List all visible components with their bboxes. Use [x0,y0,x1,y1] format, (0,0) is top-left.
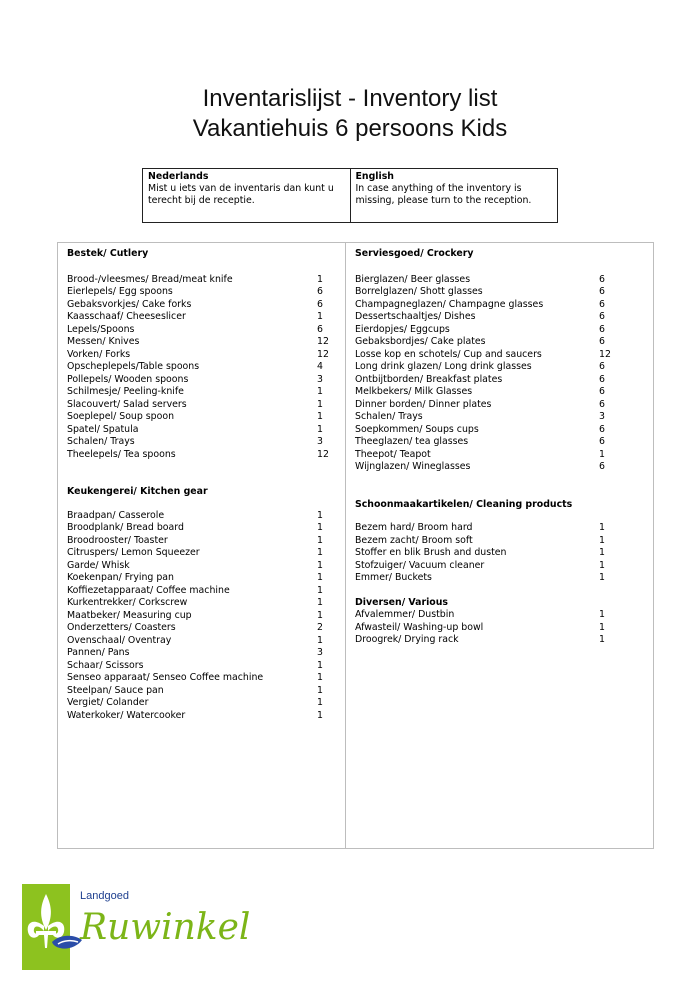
item-quantity: 6 [599,373,605,385]
inventory-item [355,535,653,548]
item-name: Schalen/ Trays [355,411,423,422]
inventory-item [67,349,345,362]
section-title-various: Diversen/ Various [355,596,448,608]
item-quantity: 1 [317,411,323,422]
notice-box [142,168,558,223]
item-name: Soeplepel/ Soup spoon [67,411,175,422]
inventory-item [67,324,345,337]
item-name: Vergiet/ Colander [67,697,149,708]
item-quantity: 6 [317,323,323,335]
item-name: Borrelglazen/ Shott glasses [355,286,483,297]
cutlery-list [67,274,345,462]
kitchen-gear-list [67,510,345,723]
item-name: Broodplank/ Bread board [67,522,184,533]
inventory-item [67,672,345,685]
item-quantity: 1 [317,634,323,646]
inventory-item [67,299,345,312]
item-name: Bezem hard/ Broom hard [355,522,473,533]
page-title [0,84,700,144]
inventory-item [355,461,653,474]
item-name: Gebaksbordjes/ Cake plates [355,336,486,347]
inventory-table [57,242,654,849]
item-name: Garde/ Whisk [67,559,130,571]
item-name: Pannen/ Pans [67,647,130,658]
inventory-item [355,436,653,449]
inventory-item [67,585,345,598]
inventory-item [355,522,653,535]
item-quantity: 12 [317,348,329,360]
item-name: Spatel/ Spatula [67,423,139,435]
inventory-item [67,424,345,437]
inventory-item [355,324,653,337]
item-quantity: 12 [317,336,329,347]
item-quantity: 1 [599,448,605,460]
item-name: Waterkoker/ Watercooker [67,709,186,721]
item-quantity: 1 [317,597,323,608]
item-name: Gebaksvorkjes/ Cake forks [67,298,192,310]
item-name: Eierdopjes/ Eggcups [355,323,450,335]
inventory-item [67,336,345,349]
notice-dutch [143,169,350,222]
inventory-item [355,361,653,374]
section-title-crockery: Serviesgoed/ Crockery [355,248,474,259]
item-name: Losse kop en schotels/ Cup and saucers [355,348,542,360]
inventory-item [355,449,653,462]
inventory-item [355,411,653,424]
inventory-item [67,622,345,635]
item-quantity: 1 [599,559,605,571]
item-quantity: 6 [599,336,605,347]
item-name: Schilmesje/ Peeling-knife [67,386,184,397]
item-quantity: 6 [599,398,605,410]
item-quantity: 12 [317,448,329,460]
item-name: Koekenpan/ Frying pan [67,572,174,583]
inventory-item [355,634,653,647]
notice-english-heading: English [355,171,394,182]
item-quantity: 1 [599,522,605,533]
item-quantity: 1 [599,609,605,620]
inventory-item [67,697,345,710]
item-name: Long drink glazen/ Long drink glasses [355,361,532,372]
item-name: Dessertschaaltjes/ Dishes [355,311,476,322]
inventory-item [67,286,345,299]
item-name: Melkbekers/ Milk Glasses [355,386,473,397]
inventory-item [355,424,653,437]
item-name: Pollepels/ Wooden spoons [67,373,189,385]
item-name: Theepot/ Teapot [355,448,431,460]
item-quantity: 3 [317,436,323,447]
item-quantity: 3 [599,411,605,422]
item-name: Slacouvert/ Salad servers [67,398,187,410]
item-quantity: 1 [317,659,323,671]
inventory-item [67,386,345,399]
logo [22,884,252,970]
item-name: Opscheplepels/Table spoons [67,361,200,372]
item-name: Ontbijtborden/ Breakfast plates [355,373,503,385]
item-name: Champagneglazen/ Champagne glasses [355,298,544,310]
inventory-item [67,560,345,573]
item-name: Steelpan/ Sauce pan [67,684,164,696]
item-quantity: 6 [599,361,605,372]
item-quantity: 6 [599,298,605,310]
inventory-item [67,436,345,449]
cleaning-list [355,522,653,585]
inventory-item [67,535,345,548]
item-quantity: 1 [317,684,323,696]
inventory-item [355,609,653,622]
item-name: Braadpan/ Casserole [67,509,165,521]
item-quantity: 1 [317,423,323,435]
item-quantity: 6 [317,298,323,310]
inventory-item [67,660,345,673]
item-quantity: 6 [599,461,605,472]
inventory-item [67,685,345,698]
item-quantity: 6 [599,273,605,285]
item-name: Koffiezetapparaat/ Coffee machine [67,584,230,596]
inventory-item [355,286,653,299]
item-quantity: 1 [317,609,323,621]
item-quantity: 1 [317,311,323,322]
inventory-item [355,311,653,324]
item-name: Lepels/Spoons [67,323,135,335]
item-quantity: 1 [317,584,323,596]
item-quantity: 1 [317,672,323,683]
item-quantity: 1 [317,273,323,285]
item-name: Schaar/ Scissors [67,659,144,671]
item-name: Dinner borden/ Dinner plates [355,398,492,410]
item-name: Bezem zacht/ Broom soft [355,534,473,546]
item-name: Afwasteil/ Washing-up bowl [355,621,484,633]
various-list [355,609,653,647]
item-quantity: 1 [317,534,323,546]
inventory-item [67,311,345,324]
inventory-item [67,361,345,374]
item-quantity: 1 [599,534,605,546]
title-line-2: Vakantiehuis 6 persoons Kids [192,115,508,142]
inventory-item [355,560,653,573]
inventory-item [355,336,653,349]
item-name: Wijnglazen/ Wineglasses [355,461,471,472]
notice-dutch-text: Mist u iets van de inventaris dan kunt u terecht bij de receptie. [148,183,334,206]
item-name: Vorken/ Forks [67,348,131,360]
inventory-item [355,386,653,399]
inventory-item [67,635,345,648]
item-name: Bierglazen/ Beer glasses [355,273,471,285]
item-name: Eierlepels/ Egg spoons [67,286,173,297]
section-title-cutlery: Bestek/ Cutlery [67,248,149,259]
item-quantity: 12 [599,348,611,360]
item-quantity: 6 [599,286,605,297]
item-name: Broodrooster/ Toaster [67,534,168,546]
notice-english-text: In case anything of the inventory is missing, please turn to the reception. [355,183,532,206]
item-quantity: 3 [317,647,323,658]
item-quantity: 6 [317,286,323,297]
item-quantity: 1 [317,547,323,558]
item-name: Kurkentrekker/ Corkscrew [67,597,188,608]
inventory-item [67,449,345,462]
inventory-item [67,647,345,660]
inventory-item [67,274,345,287]
inventory-item [355,299,653,312]
inventory-item [355,349,653,362]
item-quantity: 1 [317,509,323,521]
item-quantity: 1 [317,386,323,397]
item-name: Ovenschaal/ Oventray [67,634,172,646]
crockery-list [355,274,653,474]
inventory-item [355,399,653,412]
item-quantity: 1 [317,697,323,708]
item-name: Onderzetters/ Coasters [67,622,176,633]
item-name: Droogrek/ Drying rack [355,634,459,645]
inventory-item [355,622,653,635]
inventory-item [67,610,345,623]
item-name: Brood-/vleesmes/ Bread/meat knife [67,273,233,285]
title-line-1: Inventarislijst - Inventory list [202,85,498,112]
item-name: Theelepels/ Tea spoons [67,448,176,460]
inventory-item [67,510,345,523]
item-quantity: 6 [599,436,605,447]
item-quantity: 1 [599,547,605,558]
notice-dutch-heading: Nederlands [148,171,209,182]
item-quantity: 4 [317,361,323,372]
item-name: Citruspers/ Lemon Squeezer [67,547,200,558]
section-title-cleaning: Schoonmaakartikelen/ Cleaning products [355,498,573,510]
inventory-left-column [58,243,346,848]
logo-landgoed-text: Landgoed [80,890,129,902]
item-quantity: 1 [317,522,323,533]
item-quantity: 3 [317,373,323,385]
inventory-item [355,547,653,560]
item-quantity: 1 [599,572,605,583]
inventory-item [355,274,653,287]
item-quantity: 6 [599,386,605,397]
item-name: Afvalemmer/ Dustbin [355,609,455,620]
item-name: Stofzuiger/ Vacuum cleaner [355,559,485,571]
item-name: Messen/ Knives [67,336,140,347]
inventory-item [67,374,345,387]
item-quantity: 6 [599,323,605,335]
item-name: Maatbeker/ Measuring cup [67,609,192,621]
item-quantity: 1 [317,572,323,583]
inventory-item [67,572,345,585]
item-quantity: 1 [317,398,323,410]
item-name: Schalen/ Trays [67,436,135,447]
inventory-item [67,399,345,412]
item-name: Stoffer en blik Brush and dusten [355,547,507,558]
item-quantity: 6 [599,423,605,435]
item-quantity: 1 [599,634,605,645]
item-name: Theeglazen/ tea glasses [355,436,469,447]
item-name: Senseo apparaat/ Senseo Coffee machine [67,672,264,683]
inventory-item [67,522,345,535]
inventory-item [355,374,653,387]
inventory-item [67,547,345,560]
logo-brand-text: Ruwinkel [80,907,251,948]
notice-english [350,169,558,222]
inventory-right-column [346,243,653,848]
item-quantity: 2 [317,622,323,633]
item-quantity: 1 [317,559,323,571]
item-quantity: 6 [599,311,605,322]
item-quantity: 1 [317,709,323,721]
item-name: Kaasschaaf/ Cheeseslicer [67,311,186,322]
inventory-item [67,710,345,723]
item-name: Emmer/ Buckets [355,572,432,583]
item-name: Soepkommen/ Soups cups [355,423,479,435]
section-title-kitchen-gear: Keukengerei/ Kitchen gear [67,486,208,497]
inventory-item [67,597,345,610]
item-quantity: 1 [599,621,605,633]
inventory-item [67,411,345,424]
inventory-item [355,572,653,585]
